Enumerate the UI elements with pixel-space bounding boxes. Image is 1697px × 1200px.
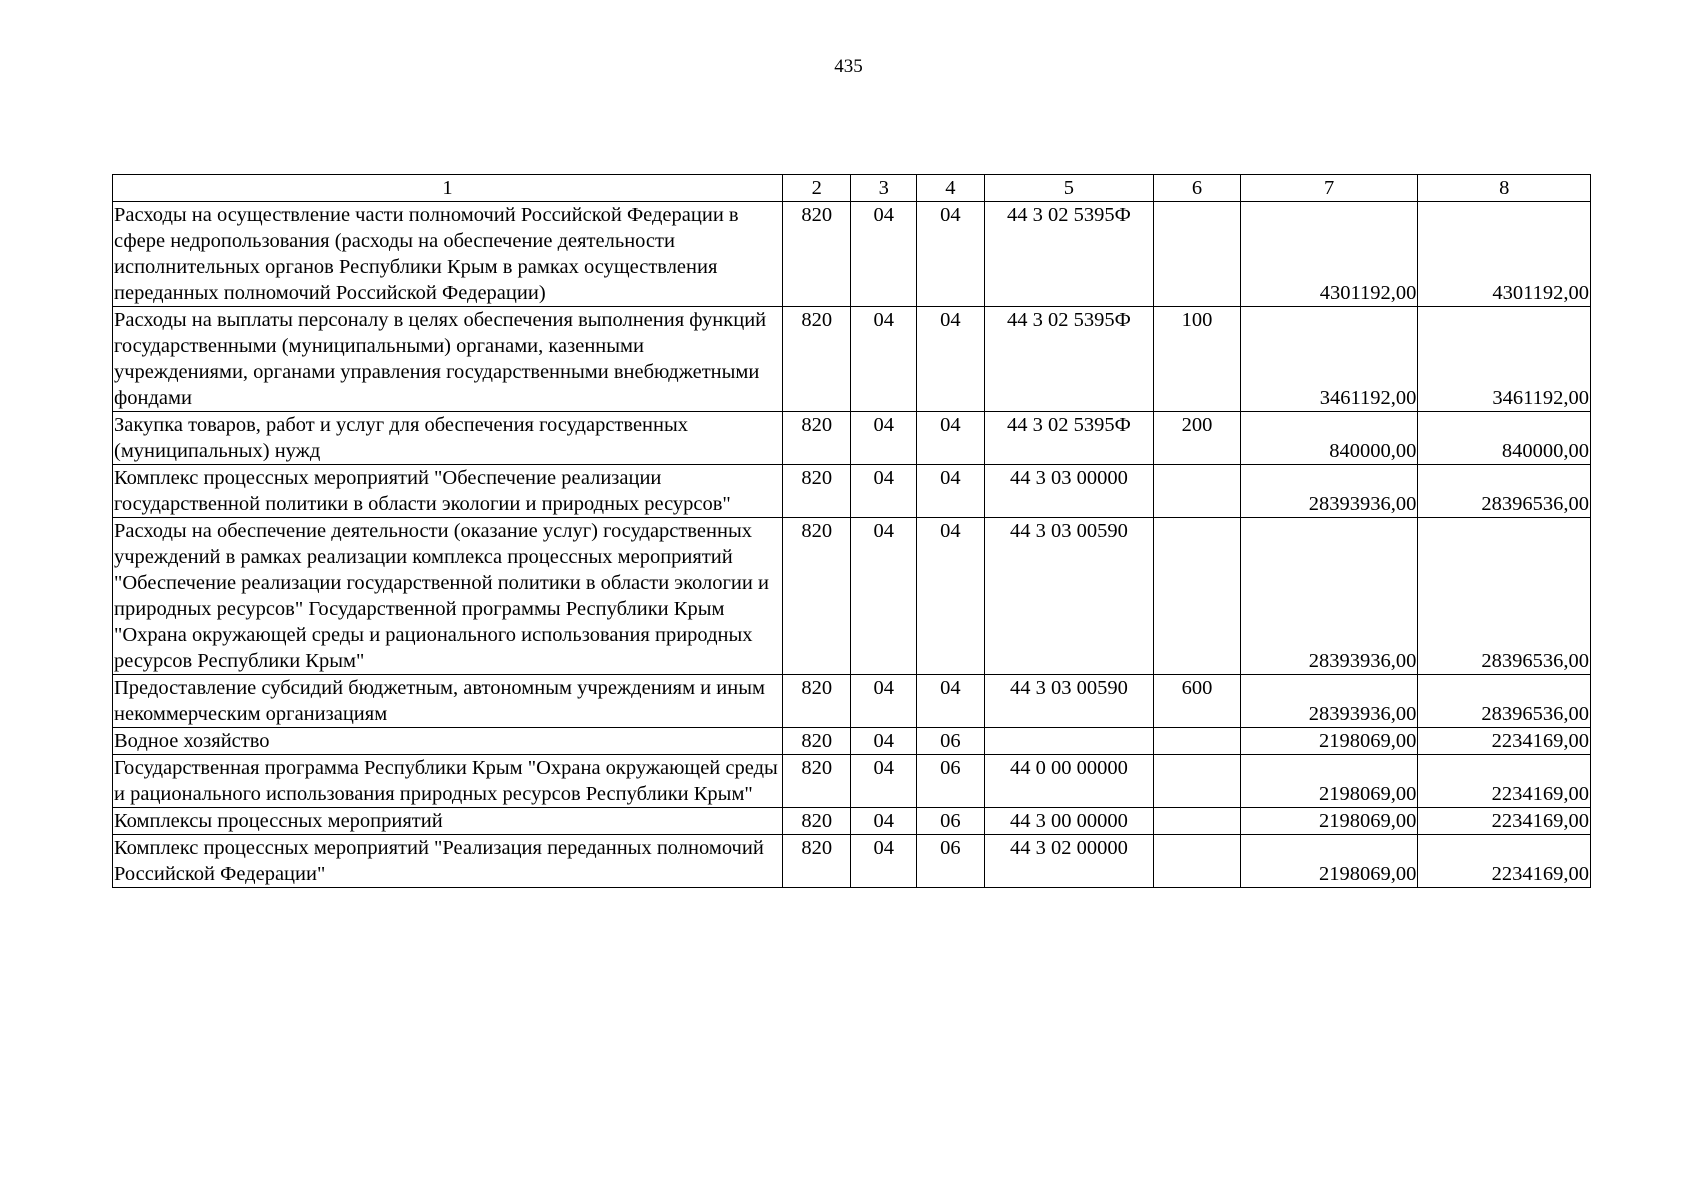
amount-cell-year2: 2234169,00 <box>1418 755 1591 808</box>
item-name-cell: Комплексы процессных мероприятий <box>113 808 783 835</box>
target-article-cell: 44 0 00 00000 <box>984 755 1153 808</box>
section-code-cell: 04 <box>851 835 917 888</box>
column-header: 2 <box>782 175 851 202</box>
section-code-cell: 04 <box>851 808 917 835</box>
amount-cell-year2: 28396536,00 <box>1418 518 1591 675</box>
admin-code-cell: 820 <box>782 412 851 465</box>
column-header: 6 <box>1154 175 1241 202</box>
target-article-cell: 44 3 02 00000 <box>984 835 1153 888</box>
column-header: 7 <box>1240 175 1418 202</box>
subsection-code-cell: 06 <box>917 728 985 755</box>
column-header: 5 <box>984 175 1153 202</box>
item-name-cell: Комплекс процессных мероприятий "Реализация переданных полномочий Российской Федерации" <box>113 835 783 888</box>
expense-type-cell <box>1154 465 1241 518</box>
expense-type-cell <box>1154 518 1241 675</box>
table-row <box>113 808 1591 835</box>
table-row <box>113 202 1591 307</box>
admin-code-cell: 820 <box>782 465 851 518</box>
expense-type-cell: 100 <box>1154 307 1241 412</box>
item-name-cell: Расходы на выплаты персоналу в целях обеспечения выполнения функций государственными (муниципальными) органами, казенными учреждениями, органами управления государственными внебюджетными фондами <box>113 307 783 412</box>
target-article-cell: 44 3 02 5395Ф <box>984 412 1153 465</box>
amount-cell-year2: 4301192,00 <box>1418 202 1591 307</box>
amount-cell-year1: 2198069,00 <box>1240 808 1418 835</box>
item-name-cell: Закупка товаров, работ и услуг для обеспечения государственных (муниципальных) нужд <box>113 412 783 465</box>
table-row <box>113 835 1591 888</box>
target-article-cell: 44 3 03 00000 <box>984 465 1153 518</box>
budget-table <box>112 174 1591 888</box>
subsection-code-cell: 04 <box>917 412 985 465</box>
page-number: 435 <box>834 56 863 77</box>
table-row <box>113 675 1591 728</box>
amount-cell-year2: 840000,00 <box>1418 412 1591 465</box>
subsection-code-cell: 06 <box>917 808 985 835</box>
amount-cell-year1: 2198069,00 <box>1240 755 1418 808</box>
table-body <box>113 202 1591 888</box>
item-name-cell: Комплекс процессных мероприятий "Обеспечение реализации государственной политики в области экологии и природных ресурсов" <box>113 465 783 518</box>
column-header: 8 <box>1418 175 1591 202</box>
amount-cell-year1: 28393936,00 <box>1240 518 1418 675</box>
target-article-cell: 44 3 02 5395Ф <box>984 307 1153 412</box>
subsection-code-cell: 04 <box>917 202 985 307</box>
amount-cell-year2: 2234169,00 <box>1418 808 1591 835</box>
amount-cell-year1: 28393936,00 <box>1240 675 1418 728</box>
table-row <box>113 728 1591 755</box>
subsection-code-cell: 04 <box>917 465 985 518</box>
item-name-cell: Государственная программа Республики Крым "Охрана окружающей среды и рационального использования природных ресурсов Республики Крым" <box>113 755 783 808</box>
table-row <box>113 755 1591 808</box>
expense-type-cell: 600 <box>1154 675 1241 728</box>
amount-cell-year2: 2234169,00 <box>1418 835 1591 888</box>
column-header: 4 <box>917 175 985 202</box>
admin-code-cell: 820 <box>782 728 851 755</box>
amount-cell-year2: 2234169,00 <box>1418 728 1591 755</box>
admin-code-cell: 820 <box>782 755 851 808</box>
amount-cell-year1: 840000,00 <box>1240 412 1418 465</box>
admin-code-cell: 820 <box>782 202 851 307</box>
section-code-cell: 04 <box>851 412 917 465</box>
column-header: 1 <box>113 175 783 202</box>
expense-type-cell <box>1154 202 1241 307</box>
admin-code-cell: 820 <box>782 675 851 728</box>
amount-cell-year1: 4301192,00 <box>1240 202 1418 307</box>
subsection-code-cell: 04 <box>917 675 985 728</box>
amount-cell-year1: 2198069,00 <box>1240 835 1418 888</box>
admin-code-cell: 820 <box>782 835 851 888</box>
amount-cell-year1: 28393936,00 <box>1240 465 1418 518</box>
target-article-cell: 44 3 00 00000 <box>984 808 1153 835</box>
subsection-code-cell: 04 <box>917 518 985 675</box>
section-code-cell: 04 <box>851 728 917 755</box>
section-code-cell: 04 <box>851 307 917 412</box>
item-name-cell: Расходы на осуществление части полномочий Российской Федерации в сфере недропользования (расходы на обеспечение деятельности исполнительных органов Республики Крым в рамках осуществления переданных полномочий Российской Федерации) <box>113 202 783 307</box>
table-row <box>113 518 1591 675</box>
amount-cell-year1: 3461192,00 <box>1240 307 1418 412</box>
amount-cell-year2: 28396536,00 <box>1418 675 1591 728</box>
item-name-cell: Водное хозяйство <box>113 728 783 755</box>
target-article-cell <box>984 728 1153 755</box>
subsection-code-cell: 06 <box>917 755 985 808</box>
expense-type-cell <box>1154 808 1241 835</box>
column-header: 3 <box>851 175 917 202</box>
expense-type-cell <box>1154 835 1241 888</box>
amount-cell-year2: 28396536,00 <box>1418 465 1591 518</box>
amount-cell-year1: 2198069,00 <box>1240 728 1418 755</box>
item-name-cell: Предоставление субсидий бюджетным, автономным учреждениям и иным некоммерческим организациям <box>113 675 783 728</box>
table-row <box>113 465 1591 518</box>
section-code-cell: 04 <box>851 675 917 728</box>
expense-type-cell <box>1154 755 1241 808</box>
section-code-cell: 04 <box>851 518 917 675</box>
section-code-cell: 04 <box>851 202 917 307</box>
admin-code-cell: 820 <box>782 518 851 675</box>
table-row <box>113 307 1591 412</box>
section-code-cell: 04 <box>851 755 917 808</box>
target-article-cell: 44 3 02 5395Ф <box>984 202 1153 307</box>
subsection-code-cell: 04 <box>917 307 985 412</box>
table-row <box>113 412 1591 465</box>
amount-cell-year2: 3461192,00 <box>1418 307 1591 412</box>
section-code-cell: 04 <box>851 465 917 518</box>
expense-type-cell <box>1154 728 1241 755</box>
target-article-cell: 44 3 03 00590 <box>984 518 1153 675</box>
item-name-cell: Расходы на обеспечение деятельности (оказание услуг) государственных учреждений в рамках реализации комплекса процессных мероприятий "Обеспечение реализации государственной политики в области экологии и природных ресурсов" Государственной программы Республики Крым "Охрана окружающей среды и рационального использования природных ресурсов Республики Крым" <box>113 518 783 675</box>
admin-code-cell: 820 <box>782 808 851 835</box>
header-row <box>113 175 1591 202</box>
target-article-cell: 44 3 03 00590 <box>984 675 1153 728</box>
subsection-code-cell: 06 <box>917 835 985 888</box>
admin-code-cell: 820 <box>782 307 851 412</box>
expense-type-cell: 200 <box>1154 412 1241 465</box>
